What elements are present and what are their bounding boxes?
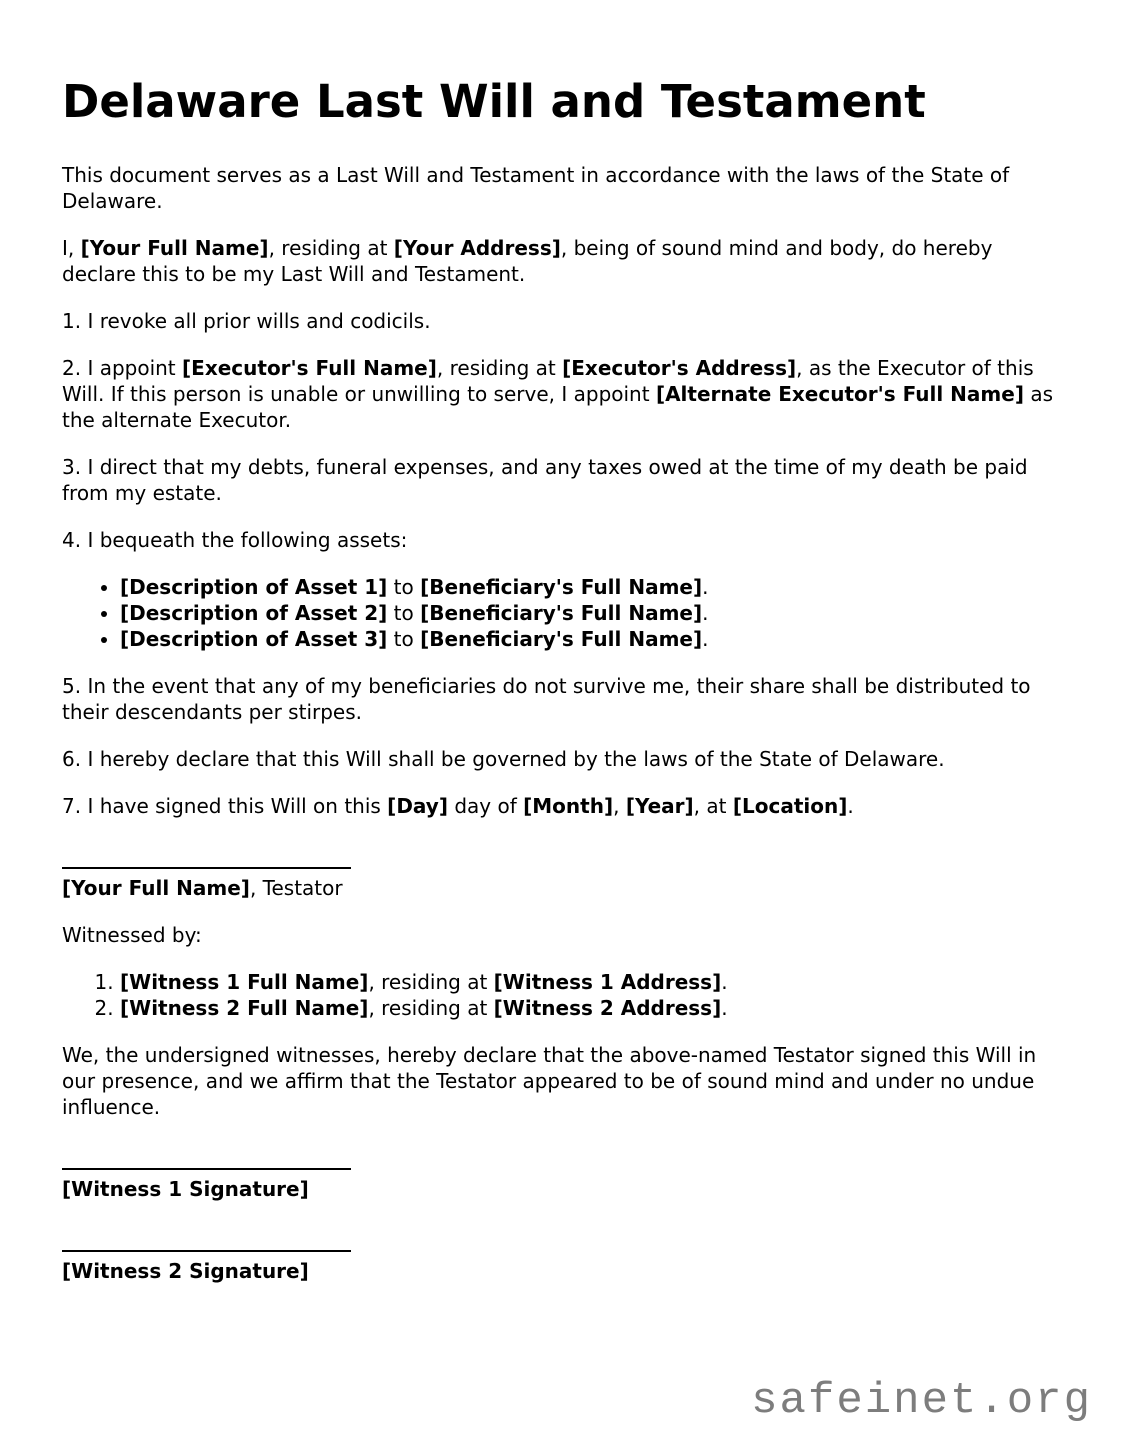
paragraph: 3. I direct that my debts, funeral expenses, and any taxes owed at the time of my death be paid from my estate. — [62, 454, 1028, 505]
signature-line — [62, 1168, 351, 1170]
paragraph: 6. I hereby declare that this Will shall be governed by the laws of the State of Delaware. — [62, 746, 945, 771]
list-item: 2. [Witness 2 Full Name], residing at [Witness 2 Address]. — [120, 995, 1062, 1021]
paragraph: 7. I have signed this Will on this [Day] day of [Month], [Year], at [Location]. — [62, 793, 854, 818]
page-title: Delaware Last Will and Testament — [62, 75, 926, 128]
paragraph: 2. I appoint [Executor's Full Name], residing at [Executor's Address], as the Executor of this Will. If this person is unable or unwilling to serve, I appoint [Alternate Executor's Full Name] as the alternate Executor. — [62, 355, 1054, 432]
testator-signature — [62, 867, 1062, 901]
signature-label: [Your Full Name], Testator — [62, 875, 343, 900]
paragraph: 1. I revoke all prior wills and codicils. — [62, 308, 431, 333]
paragraph: This document serves as a Last Will and Testament in accordance with the laws of the State of Delaware. — [62, 162, 1010, 213]
witness-2-signature — [62, 1250, 1062, 1284]
list-item: 1. [Witness 1 Full Name], residing at [Witness 1 Address]. — [120, 969, 1062, 995]
signature-label: [Witness 2 Signature] — [62, 1258, 309, 1283]
paragraph: Witnessed by: — [62, 922, 202, 947]
paragraph: 5. In the event that any of my beneficiaries do not survive me, their share shall be distributed to their descendants per stirpes. — [62, 673, 1031, 724]
bullet-list — [62, 574, 1062, 652]
document-body — [62, 162, 1062, 1284]
signature-line — [62, 1250, 351, 1252]
signature-line — [62, 867, 351, 869]
list-item: • [Description of Asset 2] to [Beneficiary's Full Name]. — [120, 600, 1062, 626]
paragraph: We, the undersigned witnesses, hereby declare that the above-named Testator signed this Will in our presence, and we affirm that the Testator appeared to be of sound mind and under no undue influence. — [62, 1042, 1037, 1119]
list-item: • [Description of Asset 1] to [Beneficiary's Full Name]. — [120, 574, 1062, 600]
witness-1-signature — [62, 1168, 1062, 1202]
watermark: safeinet.org — [751, 1376, 1092, 1426]
list-item: • [Description of Asset 3] to [Beneficiary's Full Name]. — [120, 626, 1062, 652]
paragraph: 4. I bequeath the following assets: — [62, 527, 408, 552]
signature-label: [Witness 1 Signature] — [62, 1176, 309, 1201]
numbered-list — [62, 969, 1062, 1021]
paragraph: I, [Your Full Name], residing at [Your Address], being of sound mind and body, do hereby declare this to be my Last Will and Testament. — [62, 235, 993, 286]
